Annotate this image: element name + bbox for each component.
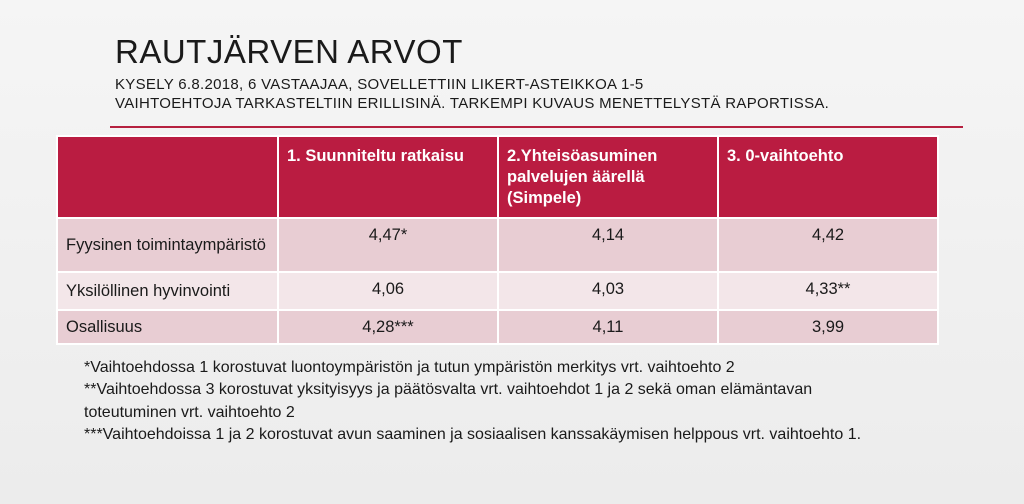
row-label: Yksilöllinen hyvinvointi bbox=[57, 272, 278, 310]
table-cell: 4,11 bbox=[498, 310, 718, 344]
table-header-row bbox=[57, 136, 938, 218]
header-option-2: 2.Yhteisöasuminen palvelujen äärellä (Simpele) bbox=[498, 136, 718, 218]
row-label: Osallisuus bbox=[57, 310, 278, 344]
slide-title: RAUTJÄRVEN ARVOT bbox=[115, 33, 463, 70]
table-row bbox=[57, 272, 938, 310]
results-table bbox=[56, 135, 939, 345]
table-cell: 4,47* bbox=[278, 218, 498, 272]
table-cell: 3,99 bbox=[718, 310, 938, 344]
subtitle-line-2: VAIHTOEHTOJA TARKASTELTIIN ERILLISINÄ. TARKEMPI KUVAUS MENETTELYSTÄ RAPORTISSA. bbox=[115, 95, 830, 112]
table-cell: 4,14 bbox=[498, 218, 718, 272]
table-cell: 4,33** bbox=[718, 272, 938, 310]
row-label: Fyysinen toimintaympäristö bbox=[57, 218, 278, 272]
footnote-2: **Vaihtoehdossa 3 korostuvat yksityisyys ja päätösvalta vrt. vaihtoehdot 1 ja 2 sekä oman elämäntavan toteutuminen vrt. vaihtoehto 2 bbox=[84, 381, 813, 421]
footnote-3: ***Vaihtoehdoissa 1 ja 2 korostuvat avun saaminen ja sosiaalisen kanssakäymisen helppous vrt. vaihtoehto 1. bbox=[84, 425, 862, 443]
header-option-1: 1. Suunniteltu ratkaisu bbox=[278, 136, 498, 218]
table-cell: 4,06 bbox=[278, 272, 498, 310]
header-empty bbox=[57, 136, 278, 218]
footnote-1: *Vaihtoehdossa 1 korostuvat luontoympäristön ja tutun ympäristön merkitys vrt. vaihtoehto 2 bbox=[84, 359, 735, 376]
table-row bbox=[57, 218, 938, 272]
table-cell: 4,42 bbox=[718, 218, 938, 272]
table-cell: 4,03 bbox=[498, 272, 718, 310]
title-divider bbox=[110, 126, 963, 128]
table-cell: 4,28*** bbox=[278, 310, 498, 344]
table-row bbox=[57, 310, 938, 344]
subtitle-line-1: KYSELY 6.8.2018, 6 VASTAAJAA, SOVELLETTIIN LIKERT-ASTEIKKOA 1-5 bbox=[115, 76, 644, 93]
footnotes bbox=[84, 357, 904, 446]
header-option-3: 3. 0-vaihtoehto bbox=[718, 136, 938, 218]
